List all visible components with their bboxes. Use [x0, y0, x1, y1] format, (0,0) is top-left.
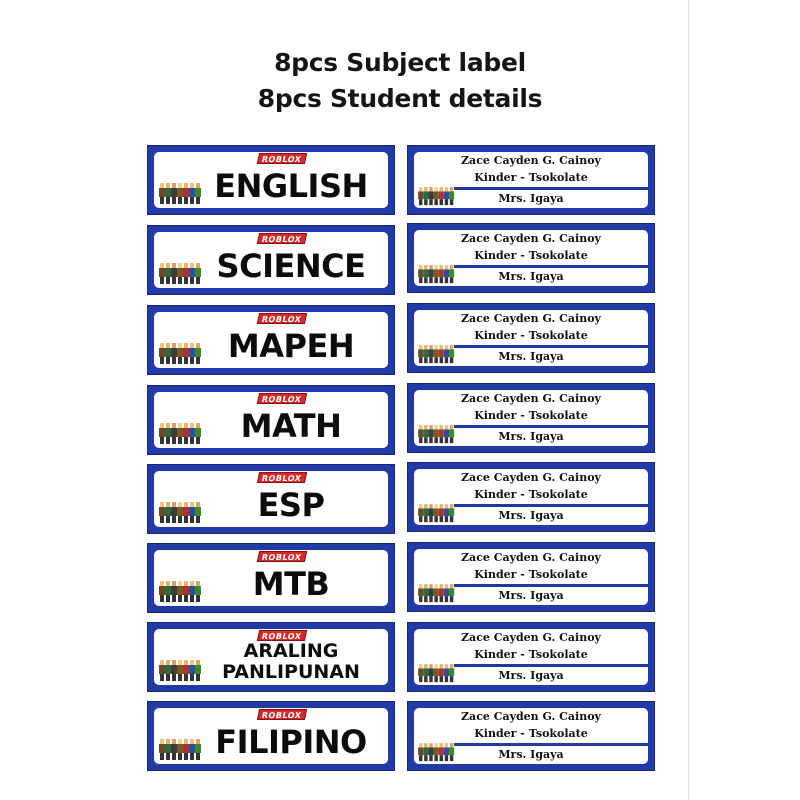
subject-name-line: MATH [240, 406, 342, 445]
student-label-inner [414, 708, 648, 764]
subject-label-card [147, 385, 395, 455]
subject-name-line: MTB [252, 564, 330, 603]
student-name: Zace Cayden G. Cainoy [461, 154, 601, 167]
student-grade-section: Kinder - Tsokolate [474, 488, 588, 501]
divider-line [454, 187, 648, 190]
subject-name [194, 721, 388, 762]
roblox-logo: ROBLOX [257, 153, 307, 164]
student-name: Zace Cayden G. Cainoy [461, 232, 601, 245]
roblox-logo: ROBLOX [257, 551, 307, 562]
student-grade-section: Kinder - Tsokolate [474, 727, 588, 740]
divider-line [454, 664, 648, 667]
page-edge-line [688, 0, 689, 800]
roblox-characters-image [416, 579, 458, 603]
subject-name [194, 405, 388, 446]
student-label-card [407, 542, 655, 612]
subject-label-inner [154, 471, 388, 527]
subject-name [194, 641, 388, 683]
student-label-inner [414, 629, 648, 685]
student-grade-section: Kinder - Tsokolate [474, 568, 588, 581]
student-grade-section: Kinder - Tsokolate [474, 329, 588, 342]
roblox-logo: ROBLOX [257, 630, 307, 641]
student-name: Zace Cayden G. Cainoy [461, 710, 601, 723]
student-label-card [407, 383, 655, 453]
teacher-name: Mrs. Igaya [498, 669, 564, 682]
subject-label-inner [154, 392, 388, 448]
divider-line [454, 743, 648, 746]
heading-subject-count: 8pcs Subject label [274, 48, 526, 77]
teacher-name: Mrs. Igaya [498, 509, 564, 522]
subject-name [194, 484, 388, 525]
student-label-card [407, 145, 655, 215]
student-label-card [407, 223, 655, 293]
roblox-logo: ROBLOX [257, 313, 307, 324]
student-label-card [407, 303, 655, 373]
heading-student-count: 8pcs Student details [257, 84, 543, 113]
subject-label-inner [154, 550, 388, 606]
teacher-name: Mrs. Igaya [498, 748, 564, 761]
roblox-logo: ROBLOX [257, 709, 307, 720]
subject-name-line: PANLIPUNAN [222, 661, 360, 683]
subject-name [194, 563, 388, 604]
roblox-logo: ROBLOX [257, 233, 307, 244]
subject-name [194, 325, 388, 366]
student-label-card [407, 701, 655, 771]
subject-label-card [147, 543, 395, 613]
subject-label-inner [154, 152, 388, 208]
student-grade-section: Kinder - Tsokolate [474, 171, 588, 184]
subject-label-card [147, 464, 395, 534]
student-grade-section: Kinder - Tsokolate [474, 249, 588, 262]
student-label-inner [414, 390, 648, 446]
student-grade-section: Kinder - Tsokolate [474, 648, 588, 661]
student-label-inner [414, 230, 648, 286]
subject-label-inner [154, 629, 388, 685]
student-label-inner [414, 310, 648, 366]
student-label-card [407, 622, 655, 692]
roblox-characters-image [416, 420, 458, 444]
subject-label-inner [154, 312, 388, 368]
subject-label-card [147, 701, 395, 771]
subject-label-card [147, 622, 395, 692]
roblox-characters-image [416, 738, 458, 762]
student-name: Zace Cayden G. Cainoy [461, 471, 601, 484]
roblox-characters-image [416, 659, 458, 683]
subject-label-card [147, 145, 395, 215]
subject-name [194, 165, 388, 206]
student-label-card [407, 462, 655, 532]
teacher-name: Mrs. Igaya [498, 270, 564, 283]
roblox-characters-image [416, 340, 458, 364]
student-name: Zace Cayden G. Cainoy [461, 392, 601, 405]
student-grade-section: Kinder - Tsokolate [474, 409, 588, 422]
roblox-characters-image [416, 499, 458, 523]
student-label-inner [414, 469, 648, 525]
subject-name-line: MAPEH [227, 326, 355, 365]
divider-line [454, 584, 648, 587]
subject-name [194, 245, 388, 286]
divider-line [454, 504, 648, 507]
subject-name-line: ENGLISH [214, 166, 368, 205]
roblox-logo: ROBLOX [257, 472, 307, 483]
student-name: Zace Cayden G. Cainoy [461, 312, 601, 325]
teacher-name: Mrs. Igaya [498, 350, 564, 363]
teacher-name: Mrs. Igaya [498, 589, 564, 602]
student-name: Zace Cayden G. Cainoy [461, 631, 601, 644]
subject-label-inner [154, 232, 388, 288]
student-label-inner [414, 152, 648, 208]
divider-line [454, 425, 648, 428]
roblox-logo: ROBLOX [257, 393, 307, 404]
roblox-characters-image [416, 260, 458, 284]
teacher-name: Mrs. Igaya [498, 192, 564, 205]
divider-line [454, 345, 648, 348]
teacher-name: Mrs. Igaya [498, 430, 564, 443]
subject-name-line: FILIPINO [215, 722, 367, 761]
student-name: Zace Cayden G. Cainoy [461, 551, 601, 564]
subject-name-line: SCIENCE [216, 246, 366, 285]
subject-name-line: ESP [257, 485, 325, 524]
student-label-inner [414, 549, 648, 605]
subject-label-card [147, 305, 395, 375]
subject-name-line: ARALING [243, 639, 339, 662]
divider-line [454, 265, 648, 268]
roblox-characters-image [416, 182, 458, 206]
subject-label-card [147, 225, 395, 295]
subject-label-inner [154, 708, 388, 764]
